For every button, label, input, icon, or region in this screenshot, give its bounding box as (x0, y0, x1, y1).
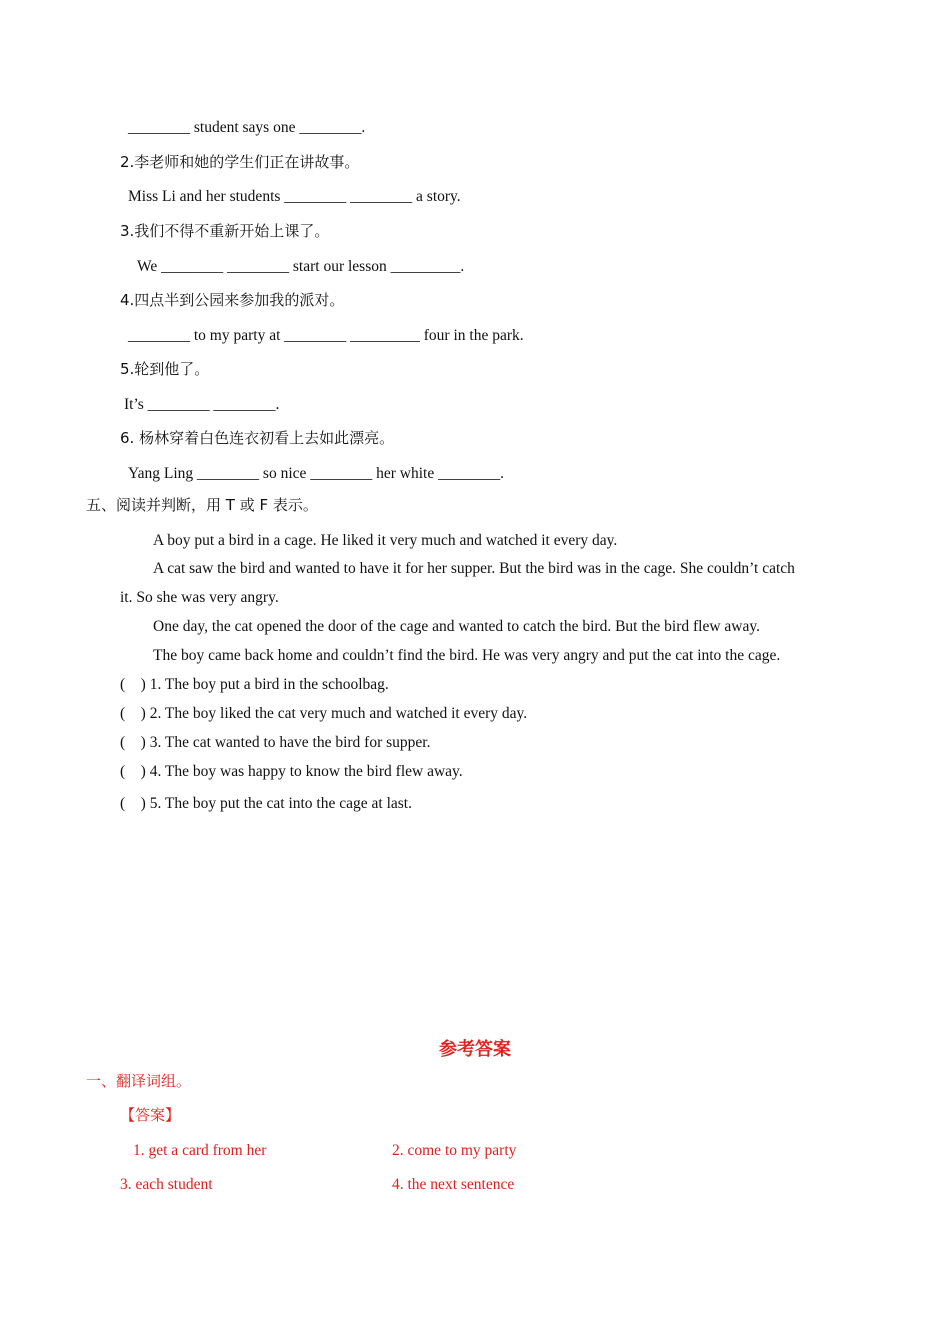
answer-item: 4. the next sentence (392, 1176, 515, 1193)
answers-title: 参考答案 (439, 1039, 511, 1060)
answers-section-heading: 一、翻译词组。 (86, 1072, 192, 1090)
passage-paragraph: The boy came back home and couldn’t find the bird. He was very angry and put the cat into the cage. (153, 647, 781, 664)
judge-item: ( ) 5. The boy put the cat into the cage at last. (120, 795, 412, 812)
answer-tag: 【答案】 (120, 1106, 181, 1124)
q3-chinese: 3.我们不得不重新开始上课了。 (120, 222, 330, 240)
q5-english: It’s ________ ________. (124, 396, 280, 413)
section-five-heading: 五、阅读并判断，用 T 或 F 表示。 (86, 496, 318, 514)
q3-english: We ________ ________ start our lesson _________. (137, 258, 465, 275)
q2-chinese: 2.李老师和她的学生们正在讲故事。 (120, 153, 360, 171)
q6-english: Yang Ling ________ so nice ________ her white ________. (128, 465, 504, 482)
judge-item: ( ) 3. The cat wanted to have the bird for supper. (120, 734, 431, 751)
passage-paragraph: One day, the cat opened the door of the cage and wanted to catch the bird. But the bird flew away. (153, 618, 760, 635)
passage-paragraph: it. So she was very angry. (120, 589, 279, 606)
answer-item: 1. get a card from her (133, 1142, 267, 1159)
answer-item: 2. come to my party (392, 1142, 517, 1159)
q1-english: ________ student says one ________. (128, 119, 366, 136)
passage-paragraph: A boy put a bird in a cage. He liked it very much and watched it every day. (153, 532, 618, 549)
q4-chinese: 4.四点半到公园来参加我的派对。 (120, 291, 345, 309)
judge-item: ( ) 2. The boy liked the cat very much and watched it every day. (120, 705, 528, 722)
judge-item: ( ) 1. The boy put a bird in the schoolbag. (120, 676, 389, 693)
q6-chinese: 6. 杨林穿着白色连衣初看上去如此漂亮。 (120, 429, 395, 447)
q5-chinese: 5.轮到他了。 (120, 360, 210, 378)
judge-item: ( ) 4. The boy was happy to know the bird flew away. (120, 763, 463, 780)
passage-paragraph: A cat saw the bird and wanted to have it for her supper. But the bird was in the cage. She couldn’t catch (153, 560, 795, 577)
answer-item: 3. each student (120, 1176, 213, 1193)
q4-english: ________ to my party at ________ _________ four in the park. (128, 327, 524, 344)
q2-english: Miss Li and her students ________ ________ a story. (128, 188, 461, 205)
